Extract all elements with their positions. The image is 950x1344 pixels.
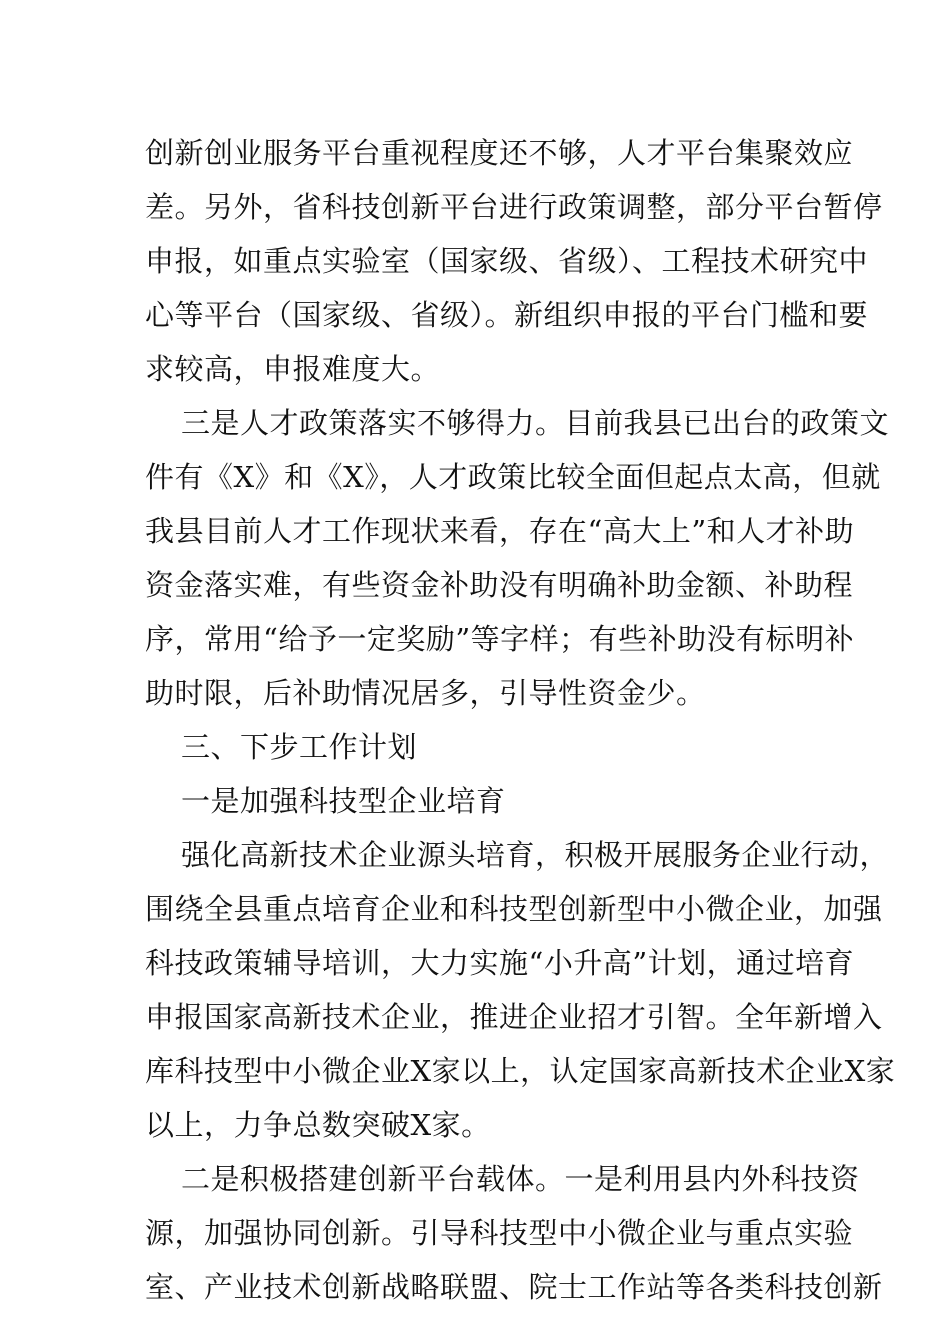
text-line: 心等平台（国家级、省级）。新组织申报的平台门槛和要 — [145, 298, 869, 332]
text-line: 件有《X》和《X》，人才政策比较全面但起点太高，但就 — [145, 460, 881, 494]
text-line: 库科技型中小微企业X家以上，认定国家高新技术企业X家 — [145, 1054, 896, 1088]
document-body — [145, 126, 896, 1314]
text-line: 申报，如重点实验室（国家级、省级）、工程技术研究中 — [145, 244, 869, 278]
paragraph-start-line: 三是人才政策落实不够得力。目前我县已出台的政策文 — [181, 406, 890, 440]
text-line: 求较高，申报难度大。 — [145, 352, 441, 386]
text-line: 创新创业服务平台重视程度还不够，人才平台集聚效应 — [145, 136, 854, 170]
text-line: 围绕全县重点培育企业和科技型创新型中小微企业，加强 — [145, 892, 883, 926]
text-line: 序，常用“给予一定奖励”等字样；有些补助没有标明补 — [145, 622, 855, 656]
paragraph-start-line: 强化高新技术企业源头培育，积极开展服务企业行动， — [181, 838, 890, 872]
section-heading: 三、下步工作计划 — [181, 730, 418, 764]
text-line: 助时限，后补助情况居多，引导性资金少。 — [145, 676, 706, 710]
subsection-heading: 一是加强科技型企业培育 — [181, 784, 506, 818]
text-line: 差。另外，省科技创新平台进行政策调整，部分平台暂停 — [145, 190, 883, 224]
paragraph-start-line: 二是积极搭建创新平台载体。一是利用县内外科技资 — [181, 1162, 860, 1196]
text-line: 以上，力争总数突破X家。 — [145, 1108, 491, 1142]
text-line: 室、产业技术创新战略联盟、院士工作站等各类科技创新 — [145, 1270, 883, 1304]
text-line: 我县目前人才工作现状来看，存在“高大上”和人才补助 — [145, 514, 855, 548]
text-line: 科技政策辅导培训，大力实施“小升高”计划，通过培育 — [145, 946, 855, 980]
text-line: 源，加强协同创新。引导科技型中小微企业与重点实验 — [145, 1216, 854, 1250]
text-line: 申报国家高新技术企业，推进企业招才引智。全年新增入 — [145, 1000, 883, 1034]
text-line: 资金落实难，有些资金补助没有明确补助金额、补助程 — [145, 568, 854, 602]
